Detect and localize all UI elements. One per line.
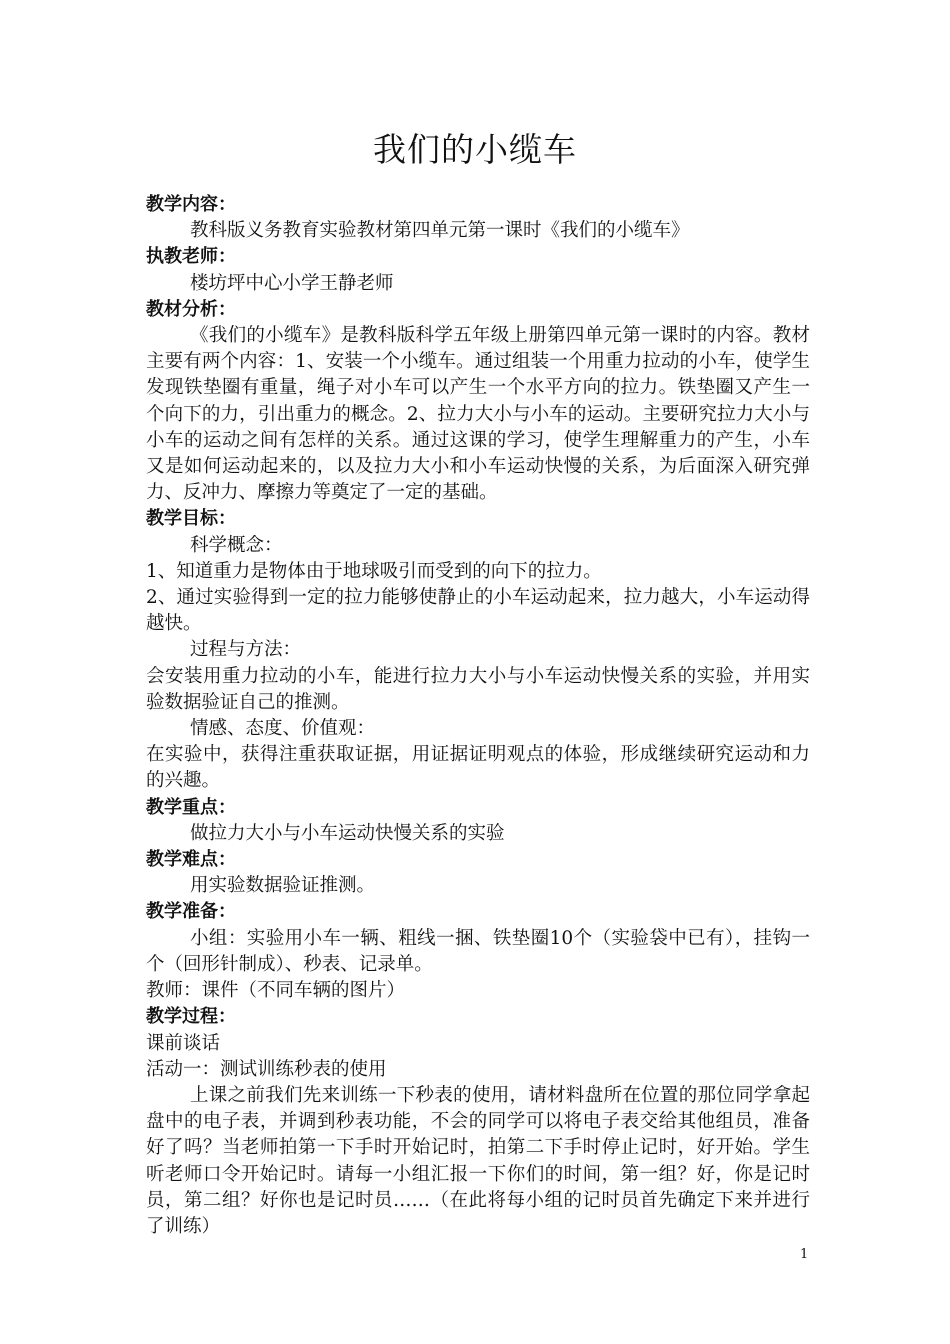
- content-text: 教科版义务教育实验教材第四单元第一课时《我们的小缆车》: [190, 220, 690, 242]
- process-pre-talk: 课前谈话: [146, 1032, 221, 1054]
- preparation-group-text: 小组：实验用小车一辆、粗线一捆、铁垫圈10个（实验袋中已有），挂钩一个（回形针制成）、秒表、记录单。: [146, 927, 810, 975]
- document-body: [146, 192, 810, 1240]
- goals-emotion-label: 情感、态度、价值观：: [190, 718, 376, 740]
- key-point-text: 做拉力大小与小车运动快慢关系的实验: [190, 822, 505, 844]
- goals-emotion-text: 在实验中，获得注重获取证据，用证据证明观点的体验，形成继续研究运动和力的兴趣。: [146, 744, 810, 792]
- goals-concept-1: 1、知道重力是物体由于地球吸引而受到的向下的拉力。: [146, 560, 602, 582]
- preparation-teacher-text: 教师：课件（不同车辆的图片）: [146, 980, 406, 1002]
- goals-process-text: 会安装用重力拉动的小车，能进行拉力大小与小车运动快慢关系的实验，并用实验数据验证自己的推测。: [146, 665, 810, 713]
- document-title: 我们的小缆车: [373, 130, 577, 169]
- heading-preparation: 教学准备：: [146, 901, 236, 923]
- goals-concept-label: 科学概念：: [190, 534, 283, 556]
- heading-teacher: 执教老师：: [146, 246, 236, 268]
- heading-analysis: 教材分析：: [146, 298, 236, 320]
- difficulty-text: 用实验数据验证推测。: [190, 875, 376, 897]
- heading-difficulty: 教学难点：: [146, 849, 236, 871]
- heading-content: 教学内容：: [146, 194, 236, 215]
- process-activity-1: 活动一：测试训练秒表的使用: [146, 1058, 387, 1080]
- heading-process: 教学过程：: [146, 1006, 236, 1028]
- goals-process-label: 过程与方法：: [190, 639, 302, 661]
- heading-goals: 教学目标：: [146, 508, 236, 530]
- goals-concept-2: 2、通过实验得到一定的拉力能够使静止的小车运动起来，拉力越大，小车运动得越快。: [146, 587, 810, 635]
- analysis-text: 《我们的小缆车》是教科版科学五年级上册第四单元第一课时的内容。教材主要有两个内容：1、安装一个小缆车。通过组装一个用重力拉动的小车，使学生发现铁垫圈有重量，绳子对小车可以产生一个水平方向的拉力。铁垫圈又产生一个向下的力，引出重力的概念。2、拉力大小与小车的运动。主要研究拉力大小与小车的运动之间有怎样的关系。通过这课的学习，使学生理解重力的产生，小车又是如何运动起来的，以及拉力大小和小车运动快慢的关系，为后面深入研究弹力、反冲力、摩擦力等奠定了一定的基础。: [146, 325, 810, 504]
- process-activity-1-text: 上课之前我们先来训练一下秒表的使用，请材料盘所在位置的那位同学拿起盘中的电子表，并调到秒表功能，不会的同学可以将电子表交给其他组员，准备好了吗？当老师拍第一下手时开始记时，拍第二下手时停止记时，好开始。学生听老师口令开始记时。请每一小组汇报一下你们的时间，第一组？好，你是记时员，第二组？好你也是记时员……（在此将每小组的记时员首先确定下来并进行了训练）: [146, 1084, 810, 1237]
- page-number: 1: [800, 1247, 809, 1262]
- teacher-text: 楼坊坪中心小学王静老师: [190, 272, 394, 294]
- heading-key-point: 教学重点：: [146, 796, 236, 818]
